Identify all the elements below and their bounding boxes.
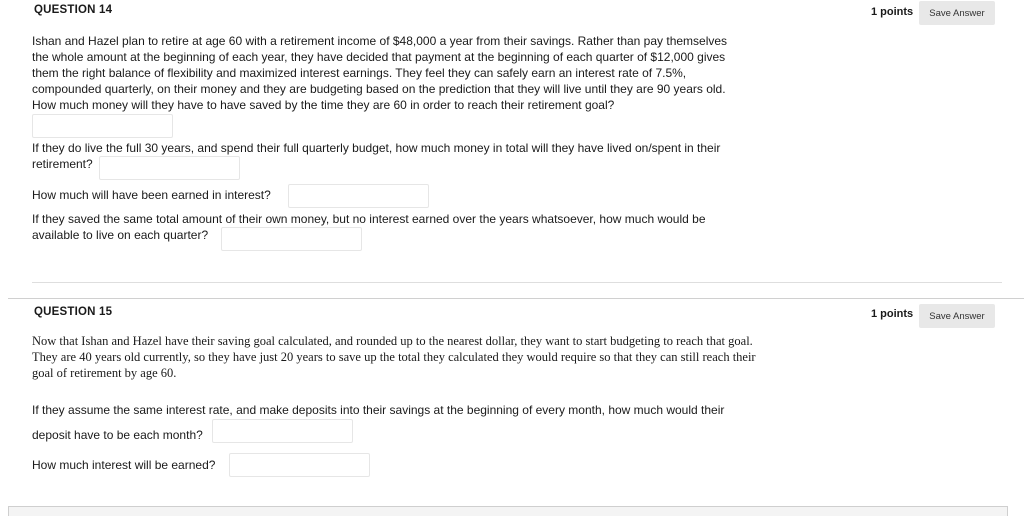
question-14-intro-line: the whole amount at the beginning of each year, they have decided that payment at the beginning of each quarter of $12,000 gives [32,50,726,64]
question-14-divider [32,282,1002,283]
question-14-part-4-input[interactable] [221,227,362,251]
question-14-part-1-text: How much money will they have to have saved by the time they are 60 in order to reach their retirement goal? [32,98,615,112]
question-15 [8,298,1024,511]
question-15-part-1-line: If they assume the same interest rate, and make deposits into their savings at the beginning of every month, how much would their [32,403,725,417]
question-14-save-answer-button[interactable]: Save Answer [919,1,995,25]
question-15-header [8,302,1024,328]
question-15-part-2-text: How much interest will be earned? [32,458,216,472]
question-14-intro [32,33,777,97]
question-14-part-4-text [32,211,777,243]
question-14-part-2-input[interactable] [99,156,240,180]
question-15-intro-line: Now that Ishan and Hazel have their saving goal calculated, and rounded up to the nearest dollar, they want to start budgeting to reach that goal. [32,334,753,348]
question-14-title: QUESTION 14 [34,4,113,16]
question-15-part-1-input[interactable] [212,419,353,443]
question-14-part-4-line: available to live on each quarter? [32,228,209,242]
question-15-intro-line: goal of retirement by age 60. [32,366,177,380]
question-15-part-2-input[interactable] [229,453,370,477]
question-14-intro-line: them the right balance of flexibility and maximized interest earnings. They feel they can safely earn an interest rate of 7.5%, [32,66,687,80]
question-14-intro-line: Ishan and Hazel plan to retire at age 60 with a retirement income of $48,000 a year from their savings. Rather than pay themselves [32,34,728,48]
question-14-part-3-input[interactable] [288,184,429,208]
question-14-part-3-text: How much will have been earned in interest? [32,188,271,202]
question-15-intro-line: They are 40 years old currently, so they have just 20 years to save up the total they calculated they would require so that they can still reach their [32,350,756,364]
question-14-part-1-input[interactable] [32,114,173,138]
question-14-part-4-line: If they saved the same total amount of their own money, but no interest earned over the years whatsoever, how much would be [32,212,706,226]
question-15-points: 1 points [871,308,914,320]
question-15-save-answer-button[interactable]: Save Answer [919,304,995,328]
question-15-part-1-line: deposit have to be each month? [32,428,203,442]
question-15-intro [32,333,792,381]
question-14-part-2-line: retirement? [32,157,93,171]
question-14-intro-line: compounded quarterly, on their money and they are budgeting based on the prediction that they will live until they are 90 years old. [32,82,726,96]
question-14-points: 1 points [871,6,914,18]
next-question-panel-edge [8,506,1008,516]
question-15-title: QUESTION 15 [34,306,113,318]
question-15-part-1-text [32,398,777,448]
question-14 [8,0,1024,296]
question-14-header [8,0,1024,26]
question-14-part-2-line: If they do live the full 30 years, and spend their full quarterly budget, how much money in total will they have lived on/spent in their [32,141,721,155]
